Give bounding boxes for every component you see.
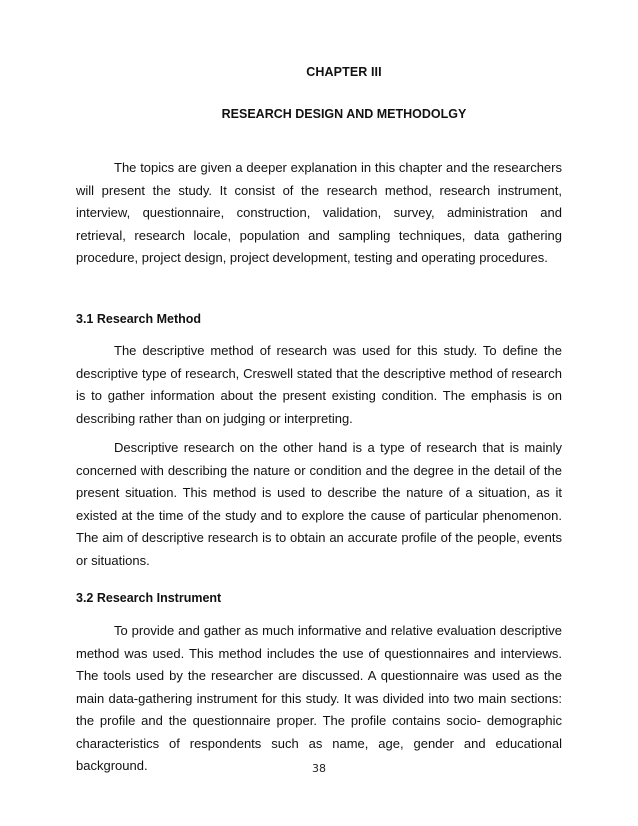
intro-paragraph: The topics are given a deeper explanation in this chapter and the researchers will present the study. It consist of the research method, research instrument, interview, questionnaire, construction, validation, survey, administration and retrieval, research locale, population and sampling techniques, data gathering procedure, project design, project development, testing and operating procedures. (76, 160, 562, 265)
research-method-paragraph-2: Descriptive research on the other hand is a type of research that is mainly concerned with describing the nature or condition and the degree in the detail of the present situation. This method is used to describe the nature of a situation, as it existed at the time of the study and to explore the cause of particular phenomenon. The aim of descriptive research is to obtain an accurate profile of the people, events or situations. (76, 440, 562, 568)
page-number: 38 (312, 762, 326, 775)
chapter-label: CHAPTER III (306, 65, 382, 79)
research-instrument-paragraph-1: To provide and gather as much informative and relative evaluation descriptive method was used. This method includes the use of questionnaires and interviews. The tools used by the researcher are discussed. A questionnaire was used as the main data-gathering instrument for this study. It was divided into two main sections: the profile and the questionnaire proper. The profile contains socio- demographic characteristics of respondents such as name, age, gender and educational background. (76, 623, 562, 773)
chapter-title: RESEARCH DESIGN AND METHODOLGY (221, 107, 467, 121)
section-heading-research-instrument: 3.2 Research Instrument (76, 591, 222, 605)
research-method-paragraph-1: The descriptive method of research was used for this study. To define the descriptive type of research, Creswell stated that the descriptive method of research is to gather information about the present existing condition. The emphasis is on describing rather than on judging or interpreting. (76, 343, 562, 426)
section-heading-research-method: 3.1 Research Method (76, 312, 202, 326)
